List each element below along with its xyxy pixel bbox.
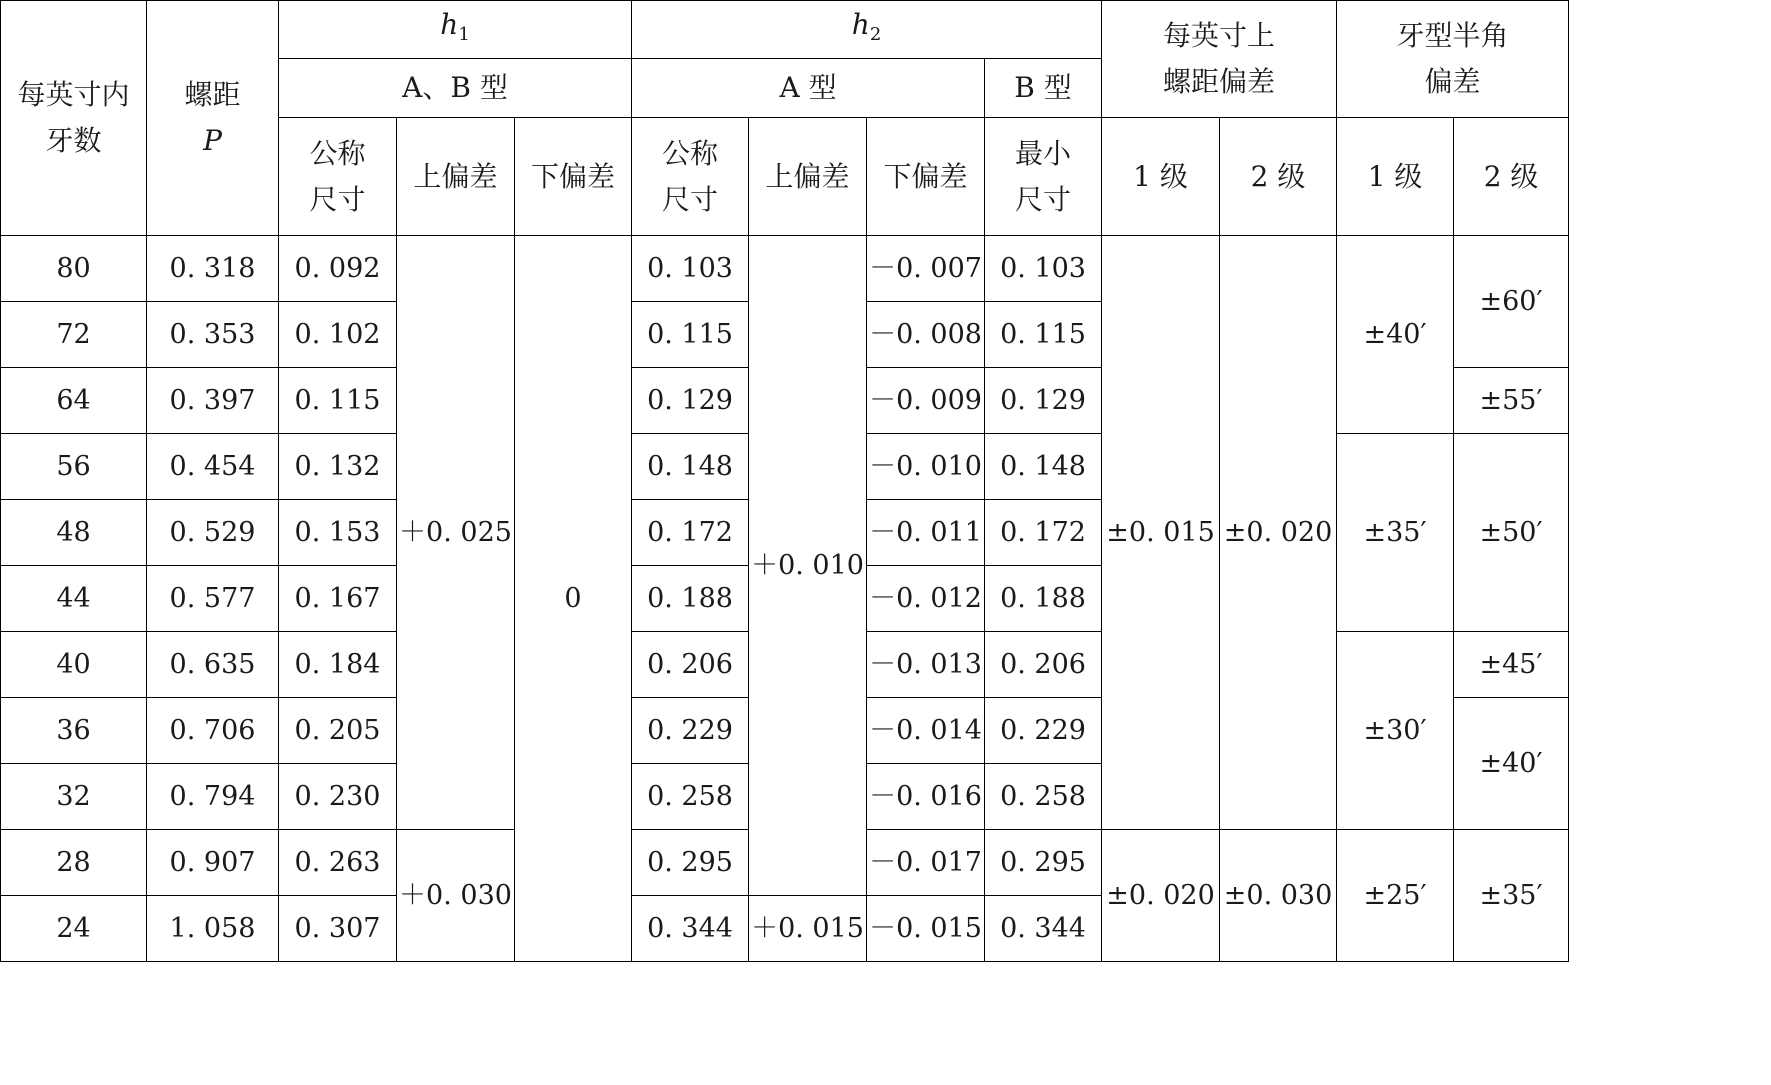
h2-lower-dev-cell: －0. 015 — [867, 896, 985, 962]
h1-nominal-cell: 0. 102 — [279, 302, 397, 368]
half-angle-deviation-header: 牙型半角 偏差 — [1337, 1, 1569, 118]
teeth-cell: 36 — [1, 698, 147, 764]
h1-nominal-header: 公称 尺寸 — [279, 118, 397, 236]
pitch-cell: 0. 577 — [147, 566, 279, 632]
teeth-cell: 28 — [1, 830, 147, 896]
pitch-cell: 0. 529 — [147, 500, 279, 566]
b-min-size-cell: 0. 148 — [985, 434, 1102, 500]
h1-nominal-cell: 0. 205 — [279, 698, 397, 764]
angle-grade1-cell: ±30′ — [1337, 632, 1454, 830]
angle-grade2-cell: ±60′ — [1454, 236, 1569, 368]
h1-nominal-cell: 0. 263 — [279, 830, 397, 896]
b-min-size-cell: 0. 229 — [985, 698, 1102, 764]
h1-upper-dev-cell: ＋0. 030 — [397, 830, 515, 962]
pitch-cell: 0. 635 — [147, 632, 279, 698]
h2-lower-dev-cell: －0. 008 — [867, 302, 985, 368]
b-min-size-cell: 0. 103 — [985, 236, 1102, 302]
h2-nominal-cell: 0. 206 — [632, 632, 749, 698]
h2-lower-dev-cell: －0. 016 — [867, 764, 985, 830]
h2-upper-dev-cell: ＋0. 015 — [749, 896, 867, 962]
teeth-cell: 72 — [1, 302, 147, 368]
h1-header: $h_1$ — [279, 1, 632, 59]
pitch-cell: 0. 794 — [147, 764, 279, 830]
h1-upper-dev-cell: ＋0. 025 — [397, 236, 515, 830]
pitch-grade1-header: 1 级 — [1102, 118, 1220, 236]
h1-nominal-cell: 0. 092 — [279, 236, 397, 302]
h2-lower-dev-cell: －0. 017 — [867, 830, 985, 896]
b-min-size-cell: 0. 115 — [985, 302, 1102, 368]
table-row — [1, 236, 1569, 302]
h2-nominal-cell: 0. 148 — [632, 434, 749, 500]
pitch-cell: 0. 454 — [147, 434, 279, 500]
b-min-size-cell: 0. 172 — [985, 500, 1102, 566]
angle-grade1-cell: ±25′ — [1337, 830, 1454, 962]
pitch-grade2-header: 2 级 — [1220, 118, 1337, 236]
h1-nominal-cell: 0. 230 — [279, 764, 397, 830]
h2-lower-dev-cell: －0. 009 — [867, 368, 985, 434]
angle-grade1-cell: ±35′ — [1337, 434, 1454, 632]
h1-nominal-cell: 0. 153 — [279, 500, 397, 566]
pitch-grade1-cell: ±0. 015 — [1102, 236, 1220, 830]
angle-grade2-cell: ±35′ — [1454, 830, 1569, 962]
h2-lower-dev-cell: －0. 007 — [867, 236, 985, 302]
h2-nominal-cell: 0. 344 — [632, 896, 749, 962]
h2-lower-dev-header: 下偏差 — [867, 118, 985, 236]
pitch-grade2-cell: ±0. 020 — [1220, 236, 1337, 830]
h2-lower-dev-cell: －0. 010 — [867, 434, 985, 500]
pitch-header: 螺距 P — [147, 1, 279, 236]
pitch-cell: 0. 397 — [147, 368, 279, 434]
pitch-grade1-cell: ±0. 020 — [1102, 830, 1220, 962]
b-type-header: B 型 — [985, 59, 1102, 118]
teeth-cell: 64 — [1, 368, 147, 434]
teeth-cell: 48 — [1, 500, 147, 566]
b-min-size-cell: 0. 295 — [985, 830, 1102, 896]
h2-nominal-cell: 0. 172 — [632, 500, 749, 566]
teeth-cell: 40 — [1, 632, 147, 698]
teeth-cell: 56 — [1, 434, 147, 500]
b-min-size-cell: 0. 188 — [985, 566, 1102, 632]
teeth-per-inch-header: 每英寸内 牙数 — [1, 1, 147, 236]
h2-upper-dev-header: 上偏差 — [749, 118, 867, 236]
h2-lower-dev-cell: －0. 012 — [867, 566, 985, 632]
pitch-cell: 0. 353 — [147, 302, 279, 368]
h2-lower-dev-cell: －0. 013 — [867, 632, 985, 698]
pitch-cell: 1. 058 — [147, 896, 279, 962]
h1-nominal-cell: 0. 167 — [279, 566, 397, 632]
pitch-deviation-header: 每英寸上 螺距偏差 — [1102, 1, 1337, 118]
h2-nominal-cell: 0. 115 — [632, 302, 749, 368]
h1-nominal-cell: 0. 115 — [279, 368, 397, 434]
teeth-cell: 80 — [1, 236, 147, 302]
h1-nominal-cell: 0. 184 — [279, 632, 397, 698]
angle-grade2-cell: ±45′ — [1454, 632, 1569, 698]
h2-nominal-cell: 0. 295 — [632, 830, 749, 896]
h2-nominal-header: 公称 尺寸 — [632, 118, 749, 236]
h2-nominal-cell: 0. 258 — [632, 764, 749, 830]
h2-nominal-cell: 0. 188 — [632, 566, 749, 632]
angle-grade2-cell: ±40′ — [1454, 698, 1569, 830]
h1-lower-dev-cell: 0 — [515, 236, 632, 962]
h2-lower-dev-cell: －0. 011 — [867, 500, 985, 566]
h2-nominal-cell: 0. 129 — [632, 368, 749, 434]
b-min-size-cell: 0. 206 — [985, 632, 1102, 698]
teeth-cell: 24 — [1, 896, 147, 962]
h2-nominal-cell: 0. 103 — [632, 236, 749, 302]
b-min-size-cell: 0. 258 — [985, 764, 1102, 830]
h1-lower-dev-header: 下偏差 — [515, 118, 632, 236]
a-type-header: A 型 — [632, 59, 985, 118]
h1-nominal-cell: 0. 132 — [279, 434, 397, 500]
pitch-grade2-cell: ±0. 030 — [1220, 830, 1337, 962]
teeth-cell: 32 — [1, 764, 147, 830]
angle-grade1-cell: ±40′ — [1337, 236, 1454, 434]
b-min-size-header: 最小 尺寸 — [985, 118, 1102, 236]
pitch-cell: 0. 907 — [147, 830, 279, 896]
h1-nominal-cell: 0. 307 — [279, 896, 397, 962]
h2-upper-dev-cell: ＋0. 010 — [749, 236, 867, 896]
angle-grade1-header: 1 级 — [1337, 118, 1454, 236]
angle-grade2-cell: ±55′ — [1454, 368, 1569, 434]
b-min-size-cell: 0. 344 — [985, 896, 1102, 962]
angle-grade2-cell: ±50′ — [1454, 434, 1569, 632]
teeth-cell: 44 — [1, 566, 147, 632]
h2-lower-dev-cell: －0. 014 — [867, 698, 985, 764]
angle-grade2-header: 2 级 — [1454, 118, 1569, 236]
ab-type-header: A、B 型 — [279, 59, 632, 118]
pitch-cell: 0. 706 — [147, 698, 279, 764]
h2-nominal-cell: 0. 229 — [632, 698, 749, 764]
b-min-size-cell: 0. 129 — [985, 368, 1102, 434]
pitch-cell: 0. 318 — [147, 236, 279, 302]
h2-header: $h_2$ — [632, 1, 1102, 59]
h1-upper-dev-header: 上偏差 — [397, 118, 515, 236]
